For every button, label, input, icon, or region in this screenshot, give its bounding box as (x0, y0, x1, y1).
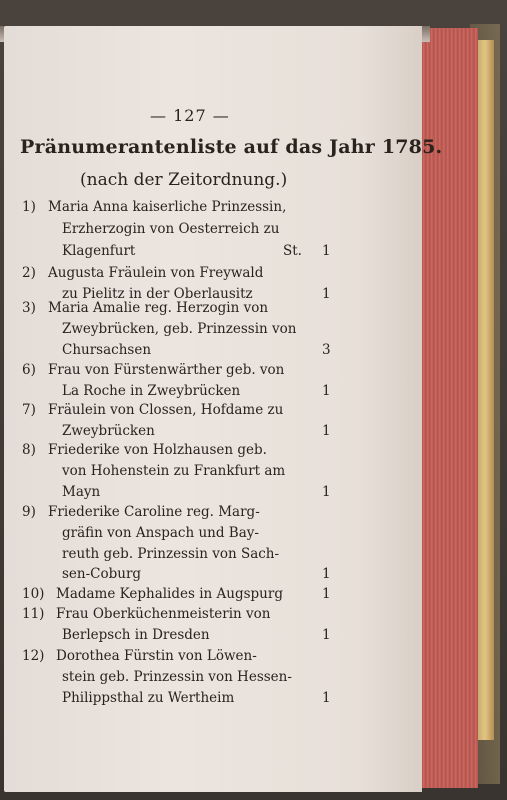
entry-number: 3) (22, 300, 36, 316)
entry-quantity: 1 (322, 627, 331, 643)
book-binding-strip (476, 40, 494, 740)
entry-quantity: 1 (322, 566, 331, 582)
entry-quantity: 1 (322, 423, 331, 439)
entry-line: Dorothea Fürstin von Löwen- (56, 648, 257, 664)
entry-number: 7) (22, 402, 36, 418)
entry-quantity: 1 (322, 243, 331, 259)
entry-number: 11) (22, 606, 45, 622)
entry-number: 1) (22, 199, 36, 215)
entry-line: Maria Anna kaiserliche Prinzessin, (48, 199, 287, 215)
entry-line: Chursachsen (62, 342, 152, 358)
entry-number: 6) (22, 362, 36, 378)
entry-quantity: 1 (322, 484, 331, 500)
entry-line: von Hohenstein zu Frankfurt am (62, 463, 286, 479)
entry-line: Mayn (62, 484, 101, 500)
entry-quantity: 1 (322, 586, 331, 602)
entry-line: Frau von Fürstenwärther geb. von (48, 362, 285, 378)
entry-quantity: 1 (322, 690, 331, 706)
entry-line: Klagenfurt (62, 243, 136, 259)
entry-line: stein geb. Prinzessin von Hessen- (62, 669, 292, 685)
entry-line: La Roche in Zweybrücken (62, 383, 241, 399)
entry-number: 12) (22, 648, 45, 664)
entry-line: Fräulein von Clossen, Hofdame zu (48, 402, 284, 418)
entry-line: gräfin von Anspach und Bay- (62, 525, 259, 541)
entry-number: 9) (22, 504, 36, 520)
entry-line: Zweybrücken (62, 423, 155, 439)
entry-number: 2) (22, 265, 36, 281)
entry-number: 10) (22, 586, 45, 602)
quantity-unit: St. (283, 243, 302, 259)
entry-line: Friederike Caroline reg. Marg- (48, 504, 260, 520)
entry-line: Erzherzogin von Oesterreich zu (62, 221, 280, 237)
entry-line: sen-Coburg (62, 566, 142, 582)
entry-line: Maria Amalie reg. Herzogin von (48, 300, 269, 316)
entry-line: Friederike von Holzhausen geb. (48, 442, 267, 458)
entry-quantity: 1 (322, 286, 331, 302)
page-subtitle: (nach der Zeitordnung.) (80, 170, 288, 190)
page-number: — 127 — (150, 106, 230, 125)
entry-number: 8) (22, 442, 36, 458)
entry-line: Madame Kephalides in Augspurg (56, 586, 283, 602)
entry-line: Augusta Fräulein von Freywald (48, 265, 264, 281)
entry-quantity: 1 (322, 383, 331, 399)
entry-line: Zweybrücken, geb. Prinzessin von (62, 321, 297, 337)
entry-quantity: 3 (322, 342, 331, 358)
page-title: Pränumerantenliste auf das Jahr 1785. (20, 136, 443, 158)
entry-line: Frau Oberküchenmeisterin von (56, 606, 271, 622)
entry-line: Berlepsch in Dresden (62, 627, 210, 643)
entry-line: reuth geb. Prinzessin von Sach- (62, 546, 280, 562)
entry-line: Philippsthal zu Wertheim (62, 690, 235, 706)
entry-line: zu Pielitz in der Oberlausitz (62, 286, 253, 302)
